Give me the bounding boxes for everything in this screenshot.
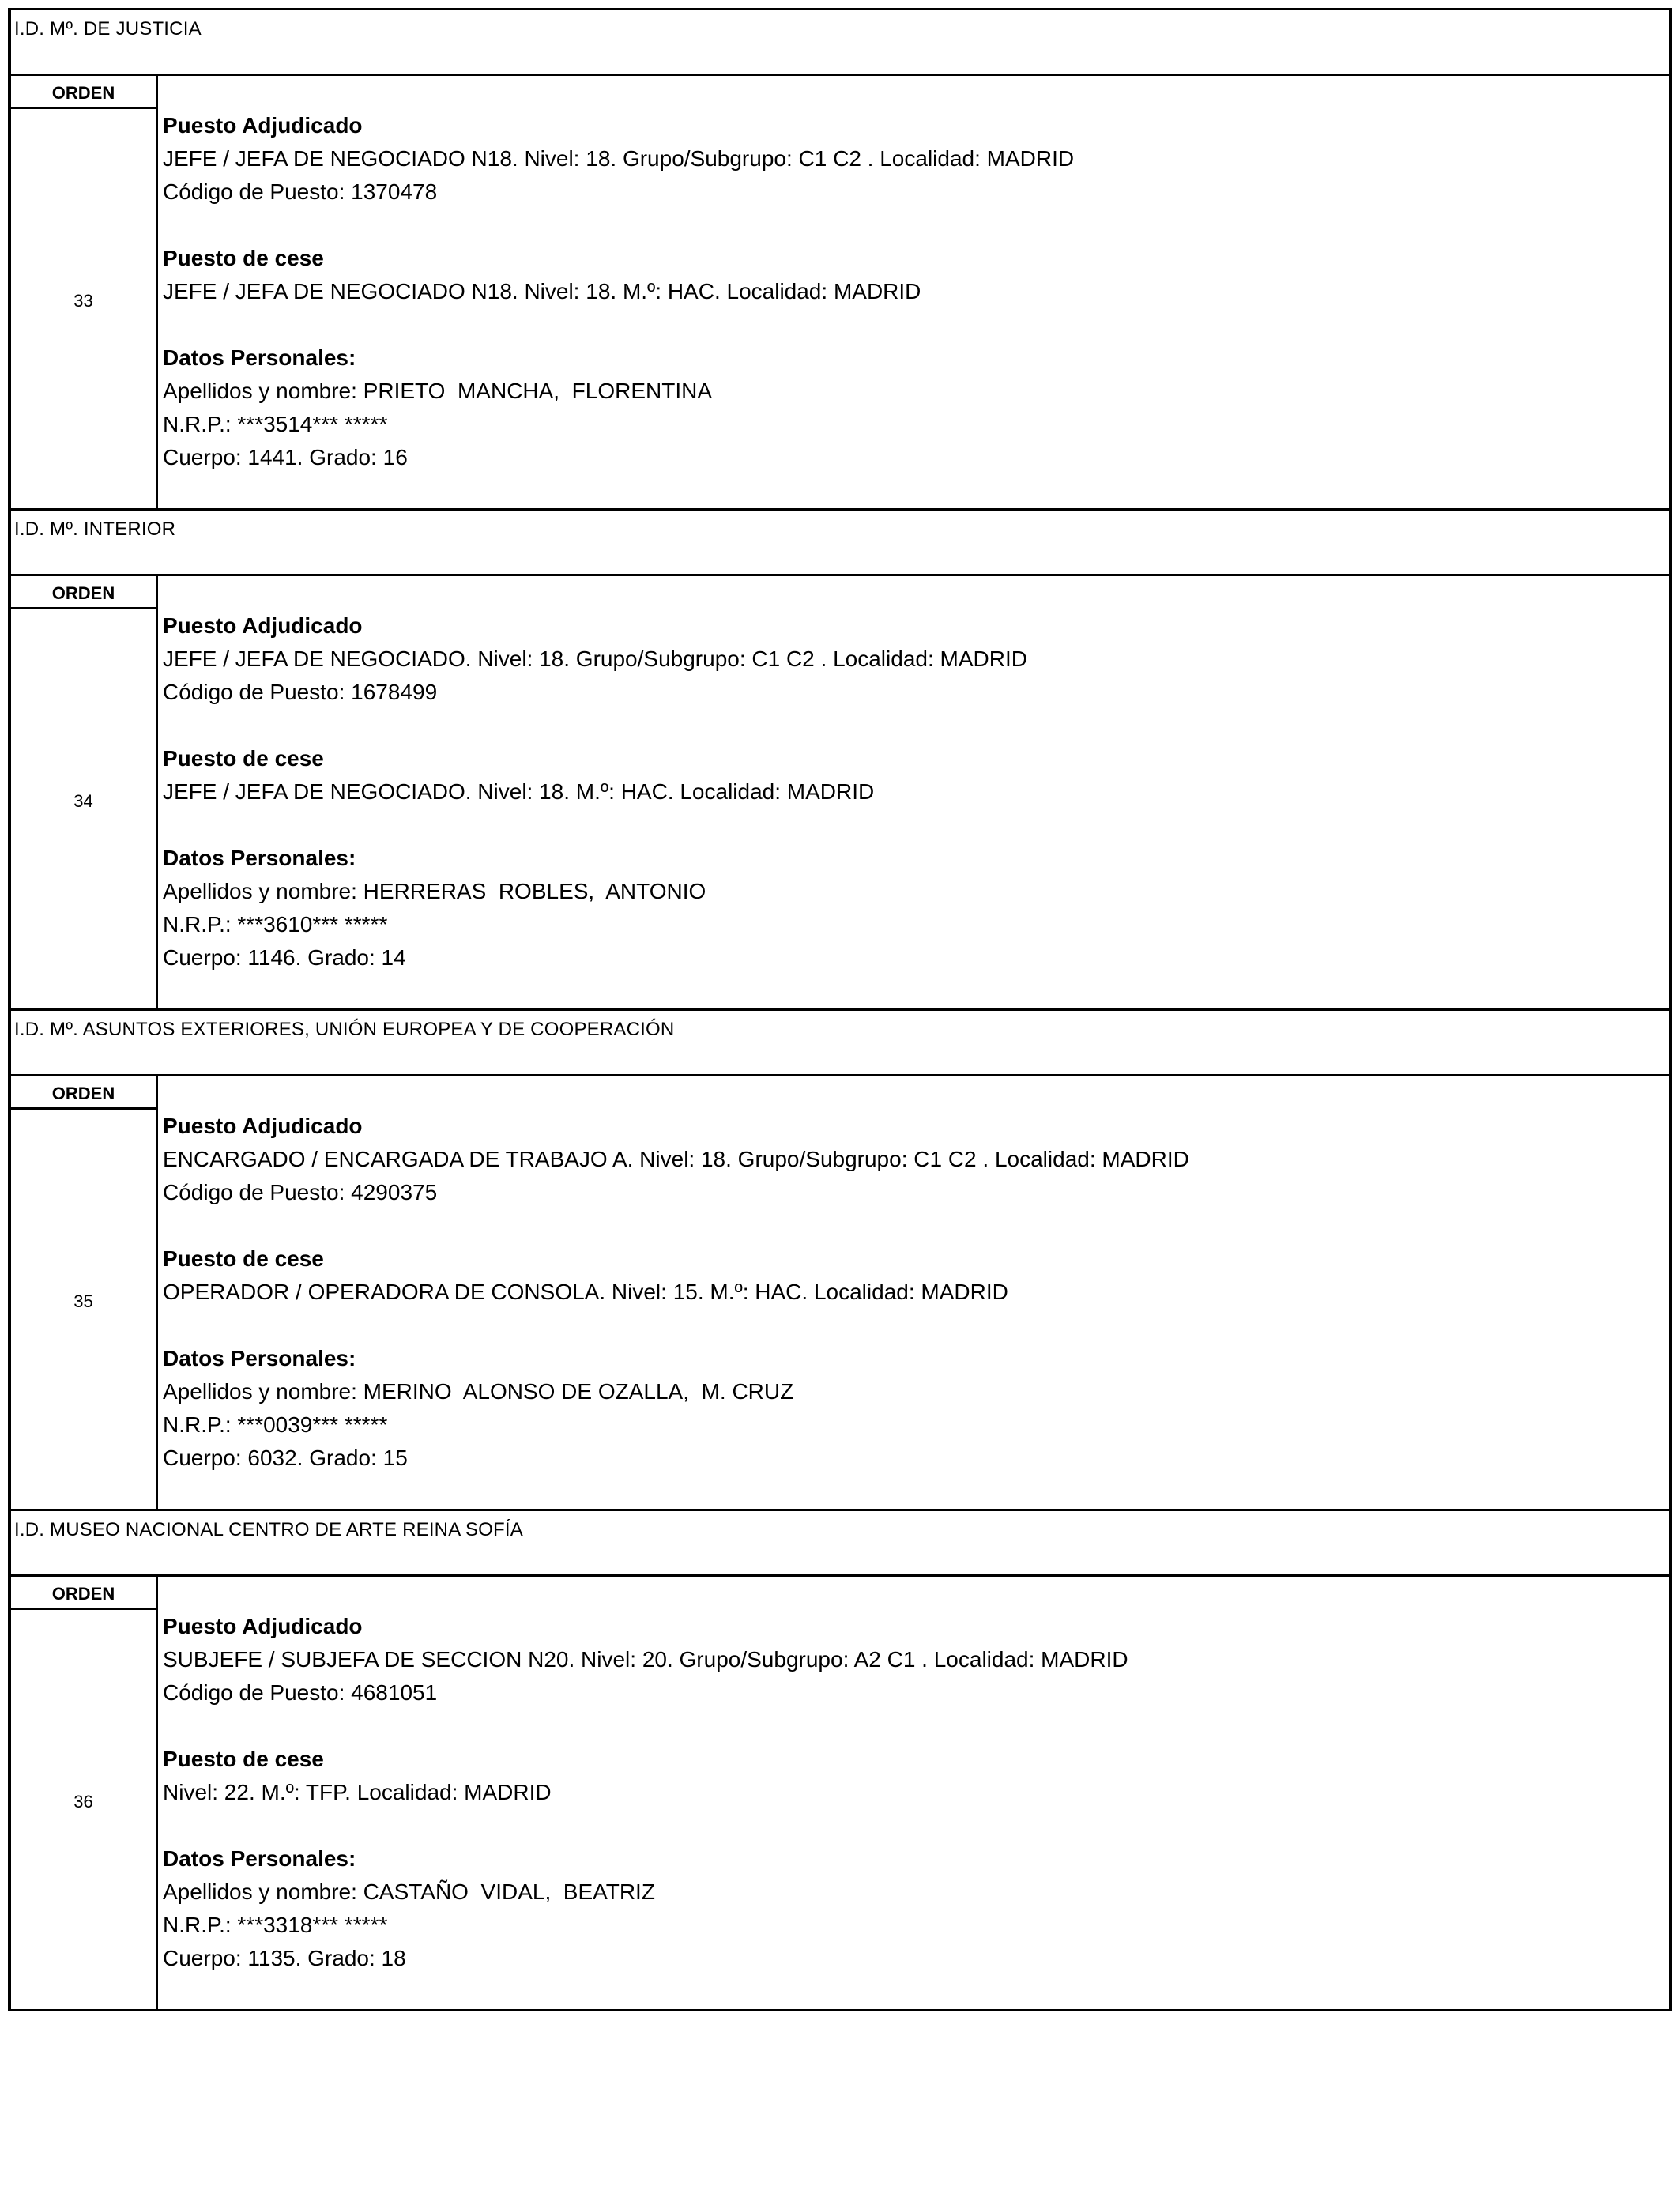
cuerpo-grado: Cuerpo: 1441. Grado: 16 xyxy=(163,445,408,469)
section-interior xyxy=(11,511,1669,1011)
apellidos-nombre: Apellidos y nombre: PRIETO MANCHA, FLORENTINA xyxy=(163,379,712,403)
puesto-cese-title: Puesto de cese xyxy=(163,746,324,771)
orden-number: 33 xyxy=(73,290,93,311)
puesto-cese-title: Puesto de cese xyxy=(163,1246,324,1271)
org-header: I.D. Mº. INTERIOR xyxy=(11,511,1669,576)
entry-details xyxy=(158,76,1669,508)
orden-number: 35 xyxy=(73,1291,93,1311)
orden-column xyxy=(11,1076,158,1509)
puesto-cese: JEFE / JEFA DE NEGOCIADO N18. Nivel: 18. M.º: HAC. Localidad: MADRID xyxy=(163,279,921,303)
orden-number: 34 xyxy=(73,790,93,811)
entry-row xyxy=(11,1577,1669,2011)
puesto-adjudicado-title: Puesto Adjudicado xyxy=(163,113,363,138)
nrp: N.R.P.: ***3318*** ***** xyxy=(163,1913,388,1937)
section-museo-reina-sofia xyxy=(11,1511,1669,2011)
puesto-adjudicado-title: Puesto Adjudicado xyxy=(163,613,363,638)
puesto-adjudicado-title: Puesto Adjudicado xyxy=(163,1114,363,1138)
entry-row xyxy=(11,1076,1669,1511)
org-header: I.D. MUSEO NACIONAL CENTRO DE ARTE REINA SOFÍA xyxy=(11,1511,1669,1577)
cuerpo-grado: Cuerpo: 1146. Grado: 14 xyxy=(163,945,406,970)
entry-details xyxy=(158,576,1669,1008)
orden-label: ORDEN xyxy=(11,1577,156,1610)
orden-label: ORDEN xyxy=(11,1076,156,1110)
datos-personales-title: Datos Personales: xyxy=(163,1846,356,1871)
datos-personales-title: Datos Personales: xyxy=(163,345,356,370)
orden-label: ORDEN xyxy=(11,576,156,609)
orden-column xyxy=(11,576,158,1008)
section-asuntos-exteriores xyxy=(11,1011,1669,1511)
apellidos-nombre: Apellidos y nombre: MERINO ALONSO DE OZALLA, M. CRUZ xyxy=(163,1379,794,1404)
nrp: N.R.P.: ***3610*** ***** xyxy=(163,912,388,937)
entry-details xyxy=(158,1076,1669,1509)
entry-row xyxy=(11,576,1669,1011)
entry-row xyxy=(11,76,1669,511)
cuerpo-grado: Cuerpo: 6032. Grado: 15 xyxy=(163,1446,408,1470)
apellidos-nombre: Apellidos y nombre: CASTAÑO VIDAL, BEATRIZ xyxy=(163,1879,655,1904)
orden-label: ORDEN xyxy=(11,76,156,109)
puesto-adjudicado-title: Puesto Adjudicado xyxy=(163,1614,363,1638)
puesto-cese: OPERADOR / OPERADORA DE CONSOLA. Nivel: 15. M.º: HAC. Localidad: MADRID xyxy=(163,1280,1008,1304)
puesto-cese-title: Puesto de cese xyxy=(163,1747,324,1771)
codigo-puesto: Código de Puesto: 1370478 xyxy=(163,179,438,204)
puesto-adjudicado: ENCARGADO / ENCARGADA DE TRABAJO A. Nivel: 18. Grupo/Subgrupo: C1 C2 . Localidad: MADRID xyxy=(163,1147,1189,1171)
entry-details xyxy=(158,1577,1669,2009)
datos-personales-title: Datos Personales: xyxy=(163,1346,356,1370)
orden-column xyxy=(11,1577,158,2009)
org-header: I.D. Mº. ASUNTOS EXTERIORES, UNIÓN EUROPEA Y DE COOPERACIÓN xyxy=(11,1011,1669,1076)
puesto-cese-title: Puesto de cese xyxy=(163,246,324,270)
orden-column xyxy=(11,76,158,508)
codigo-puesto: Código de Puesto: 1678499 xyxy=(163,680,438,704)
puesto-adjudicado: SUBJEFE / SUBJEFA DE SECCION N20. Nivel: 20. Grupo/Subgrupo: A2 C1 . Localidad: MADRID xyxy=(163,1647,1128,1672)
cuerpo-grado: Cuerpo: 1135. Grado: 18 xyxy=(163,1946,406,1970)
codigo-puesto: Código de Puesto: 4681051 xyxy=(163,1680,438,1705)
datos-personales-title: Datos Personales: xyxy=(163,846,356,870)
puesto-adjudicado: JEFE / JEFA DE NEGOCIADO N18. Nivel: 18. Grupo/Subgrupo: C1 C2 . Localidad: MADRID xyxy=(163,146,1075,171)
nrp: N.R.P.: ***0039*** ***** xyxy=(163,1412,388,1437)
puesto-adjudicado: JEFE / JEFA DE NEGOCIADO. Nivel: 18. Grupo/Subgrupo: C1 C2 . Localidad: MADRID xyxy=(163,647,1027,671)
section-justicia xyxy=(11,10,1669,511)
codigo-puesto: Código de Puesto: 4290375 xyxy=(163,1180,438,1204)
org-header: I.D. Mº. DE JUSTICIA xyxy=(11,10,1669,76)
nrp: N.R.P.: ***3514*** ***** xyxy=(163,412,388,436)
puesto-cese: JEFE / JEFA DE NEGOCIADO. Nivel: 18. M.º: HAC. Localidad: MADRID xyxy=(163,779,875,804)
puesto-cese: Nivel: 22. M.º: TFP. Localidad: MADRID xyxy=(163,1780,552,1804)
apellidos-nombre: Apellidos y nombre: HERRERAS ROBLES, ANTONIO xyxy=(163,879,706,903)
document-table xyxy=(8,8,1672,2011)
orden-number: 36 xyxy=(73,1791,93,1811)
